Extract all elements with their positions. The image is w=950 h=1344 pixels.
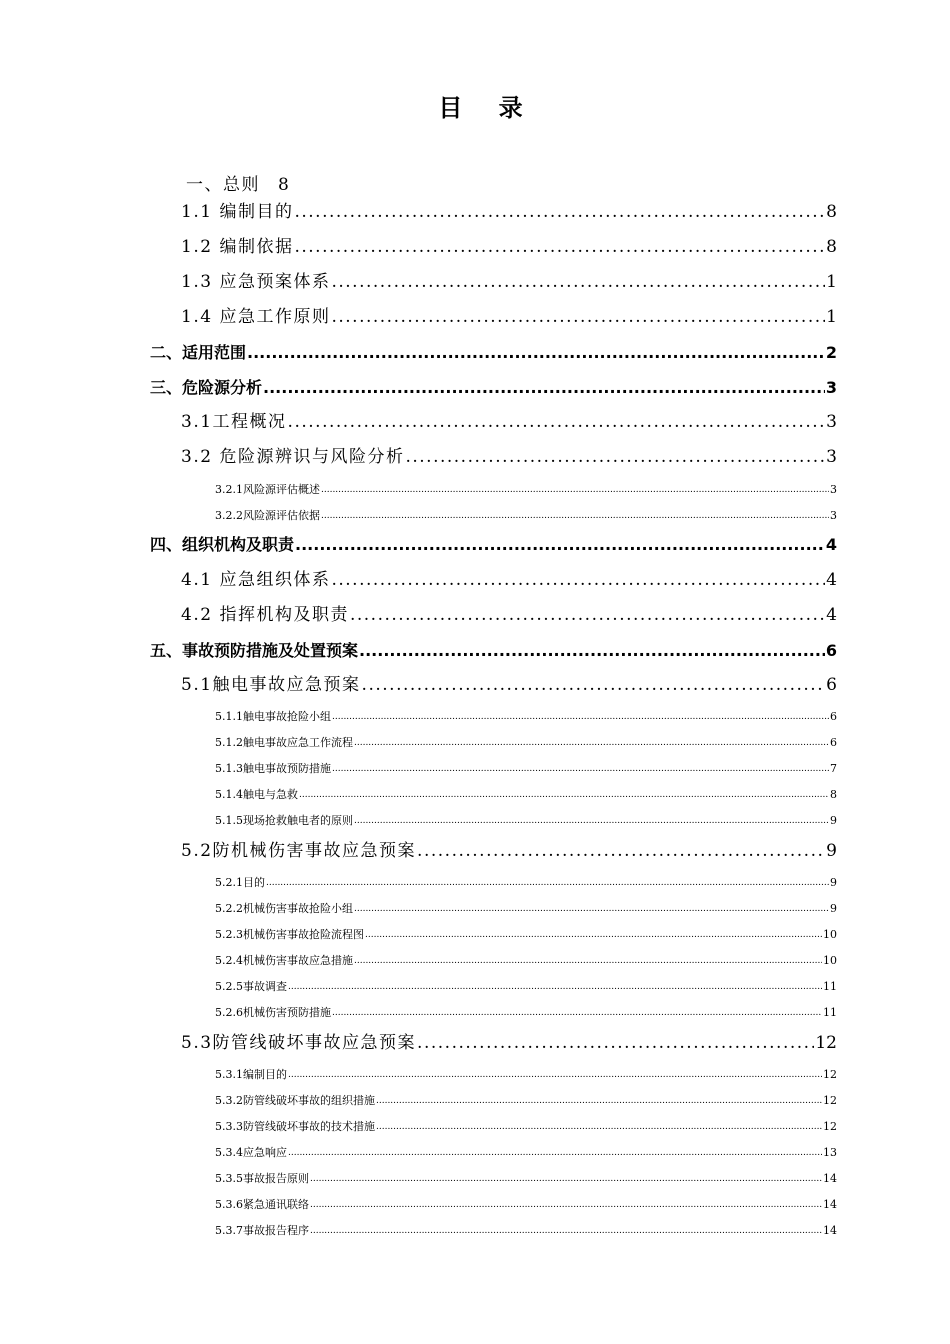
toc-entry[interactable] — [181, 239, 837, 256]
toc-entry-label: 5.1.4触电与急救 — [215, 788, 298, 801]
dot-leader — [354, 817, 829, 826]
dot-leader — [332, 713, 829, 722]
toc-entry-page: 14 — [823, 1224, 837, 1237]
toc-entry-page: 12 — [823, 1120, 837, 1133]
toc-entry-label: 5.3.1编制目的 — [215, 1068, 287, 1081]
toc-entry[interactable] — [215, 1069, 837, 1080]
toc-entry[interactable] — [215, 1173, 837, 1184]
dot-leader — [359, 643, 825, 659]
page-title: 目 录 — [438, 94, 537, 122]
toc-entry-page: 1 — [826, 272, 837, 292]
dot-leader — [266, 879, 829, 888]
dot-leader — [294, 239, 825, 256]
toc-entry[interactable] — [215, 737, 837, 748]
toc-entry[interactable] — [181, 572, 837, 589]
toc-entry-label: 4.1 应急组织体系 — [181, 570, 331, 590]
toc-entry-label: 5.3.7事故报告程序 — [215, 1224, 309, 1237]
toc-entry[interactable] — [215, 763, 837, 774]
toc-entry-label: 5.2.3机械伤害事故抢险流程图 — [215, 928, 364, 941]
toc-entry-page: 3 — [830, 509, 837, 522]
toc-entry-page: 14 — [823, 1172, 837, 1185]
dot-leader — [417, 1035, 814, 1052]
dot-leader — [332, 765, 829, 774]
toc-entry-label: 5.2.2机械伤害事故抢险小组 — [215, 902, 353, 915]
toc-entry-page: 8 — [830, 788, 837, 801]
toc-entry[interactable] — [215, 877, 837, 888]
toc-entry-label: 1.2 编制依据 — [181, 237, 294, 257]
toc-entry-label: 5.3.3防管线破坏事故的技术措施 — [215, 1120, 375, 1133]
toc-entry-page: 3 — [825, 378, 837, 397]
toc-entry-page: 8 — [826, 202, 837, 222]
toc-entry-label: 3.2 危险源辨识与风险分析 — [181, 447, 405, 467]
toc-entry-page: 12 — [823, 1068, 837, 1081]
toc-entry[interactable] — [215, 955, 837, 966]
toc-entry[interactable] — [150, 643, 837, 659]
toc-entry-label: 一、总则 — [186, 175, 260, 195]
toc-entry-label: 5.2防机械伤害事故应急预案 — [181, 841, 417, 861]
toc-entry[interactable] — [215, 981, 837, 992]
toc-entry-page: 8 — [278, 175, 289, 195]
toc-entry[interactable] — [181, 309, 837, 326]
toc-entry-label: 1.1 编制目的 — [181, 202, 294, 222]
toc-entry-page: 9 — [830, 876, 837, 889]
dot-leader — [332, 1009, 822, 1018]
dot-leader — [376, 1123, 822, 1132]
toc-entry-label: 5.2.5事故调查 — [215, 980, 287, 993]
toc-entry-label: 4.2 指挥机构及职责 — [181, 605, 349, 625]
dot-leader — [263, 380, 825, 396]
toc-entry-label: 5.2.6机械伤害预防措施 — [215, 1006, 331, 1019]
toc-entry[interactable] — [181, 274, 837, 291]
dot-leader — [354, 739, 829, 748]
dot-leader — [365, 931, 822, 940]
toc-entry-label: 四、组织机构及职责 — [150, 535, 295, 554]
toc-entry-label: 5.3防管线破坏事故应急预案 — [181, 1033, 417, 1053]
toc-entry-label: 3.1工程概况 — [181, 412, 287, 432]
toc-entry-page: 4 — [825, 535, 837, 554]
toc-entry-page: 9 — [830, 902, 837, 915]
toc-entry-label: 5.3.5事故报告原则 — [215, 1172, 309, 1185]
toc-entry-page: 6 — [826, 675, 837, 695]
dot-leader — [288, 1071, 822, 1080]
dot-leader — [295, 537, 825, 553]
dot-leader — [405, 449, 825, 466]
toc-entry-label: 1.3 应急预案体系 — [181, 272, 331, 292]
dot-leader — [321, 512, 829, 521]
toc-entry-label: 5.1.1触电事故抢险小组 — [215, 710, 331, 723]
toc-entry[interactable] — [181, 677, 837, 694]
dot-leader — [310, 1201, 822, 1210]
toc-entry[interactable] — [215, 929, 837, 940]
toc-entry-page: 9 — [826, 841, 837, 861]
toc-entry-page: 1 — [826, 307, 837, 327]
dot-leader — [288, 1149, 822, 1158]
toc-entry-label: 3.2.2风险源评估依据 — [215, 509, 320, 522]
toc-entry-page: 6 — [825, 641, 837, 660]
toc-entry-label: 5.1.5现场抢救触电者的原则 — [215, 814, 353, 827]
toc-entry-page: 7 — [830, 762, 837, 775]
toc-entry-page: 6 — [830, 710, 837, 723]
toc-entry[interactable] — [150, 537, 837, 553]
toc-entry-label: 1.4 应急工作原则 — [181, 307, 331, 327]
dot-leader — [247, 345, 825, 361]
toc-entry-label: 5.1触电事故应急预案 — [181, 675, 361, 695]
dot-leader — [331, 572, 825, 589]
toc-entry-label: 5.1.2触电事故应急工作流程 — [215, 736, 353, 749]
toc-entry-label: 5.1.3触电事故预防措施 — [215, 762, 331, 775]
dot-leader — [299, 791, 829, 800]
toc-entry-page: 2 — [825, 343, 837, 362]
dot-leader — [350, 607, 825, 624]
dot-leader — [354, 905, 829, 914]
toc-entry-label: 5.2.1目的 — [215, 876, 265, 889]
toc-entry[interactable] — [215, 711, 837, 722]
dot-leader — [288, 983, 822, 992]
toc-entry[interactable] — [181, 204, 837, 221]
dot-leader — [376, 1097, 822, 1106]
dot-leader — [362, 677, 826, 694]
toc-entry[interactable] — [215, 789, 837, 800]
dot-leader — [417, 843, 825, 860]
toc-entry-page: 8 — [826, 237, 837, 257]
toc-entry-label: 5.3.4应急响应 — [215, 1146, 287, 1159]
toc-entry-page: 12 — [823, 1094, 837, 1107]
toc-entry-page: 4 — [826, 570, 837, 590]
toc-entry[interactable] — [215, 484, 837, 495]
dot-leader — [294, 204, 825, 221]
toc-entry-page: 3 — [826, 447, 837, 467]
dot-leader — [310, 1175, 822, 1184]
toc-entry[interactable] — [215, 1095, 837, 1106]
toc-entry[interactable] — [215, 1147, 837, 1158]
toc-entry-page: 13 — [823, 1146, 837, 1159]
toc-entry-label: 五、事故预防措施及处置预案 — [150, 641, 359, 660]
toc-entry-label: 二、适用范围 — [150, 343, 247, 362]
toc-entry-label: 5.2.4机械伤害事故应急措施 — [215, 954, 353, 967]
toc-entry[interactable] — [215, 510, 837, 521]
toc-entry[interactable] — [215, 1007, 837, 1018]
toc-entry-label: 5.3.6紧急通讯联络 — [215, 1198, 309, 1211]
toc-entry[interactable] — [215, 1121, 837, 1132]
dot-leader — [310, 1227, 822, 1236]
toc-entry[interactable] — [181, 449, 837, 466]
toc-entry[interactable] — [215, 815, 837, 826]
toc-entry[interactable] — [215, 1225, 837, 1236]
dot-leader — [321, 486, 829, 495]
toc-entry-label: 3.2.1风险源评估概述 — [215, 483, 320, 496]
toc-entry-page: 12 — [815, 1033, 837, 1053]
toc-entry[interactable] — [181, 1035, 837, 1052]
dot-leader — [288, 414, 826, 431]
toc-entry-page: 6 — [830, 736, 837, 749]
toc-entry-page: 11 — [823, 980, 837, 993]
toc-entry-page: 3 — [830, 483, 837, 496]
toc-entry-page: 10 — [823, 954, 837, 967]
toc-entry-page: 4 — [826, 605, 837, 625]
toc-entry[interactable] — [181, 607, 837, 624]
toc-entry-page: 11 — [823, 1006, 837, 1019]
toc-entry[interactable] — [150, 380, 837, 396]
toc-entry-label: 5.3.2防管线破坏事故的组织措施 — [215, 1094, 375, 1107]
toc-entry-page: 9 — [830, 814, 837, 827]
toc-entry[interactable] — [181, 843, 837, 860]
toc-entry-page: 10 — [823, 928, 837, 941]
toc-entry-label: 三、危险源分析 — [150, 378, 263, 397]
toc-entry[interactable] — [181, 414, 837, 431]
toc-entry[interactable] — [215, 903, 837, 914]
toc-entry[interactable] — [215, 1199, 837, 1210]
dot-leader — [331, 309, 825, 326]
toc-entry[interactable] — [150, 345, 837, 361]
dot-leader — [331, 274, 825, 291]
toc-entry-page: 3 — [826, 412, 837, 432]
dot-leader — [354, 957, 822, 966]
toc-entry-page: 14 — [823, 1198, 837, 1211]
